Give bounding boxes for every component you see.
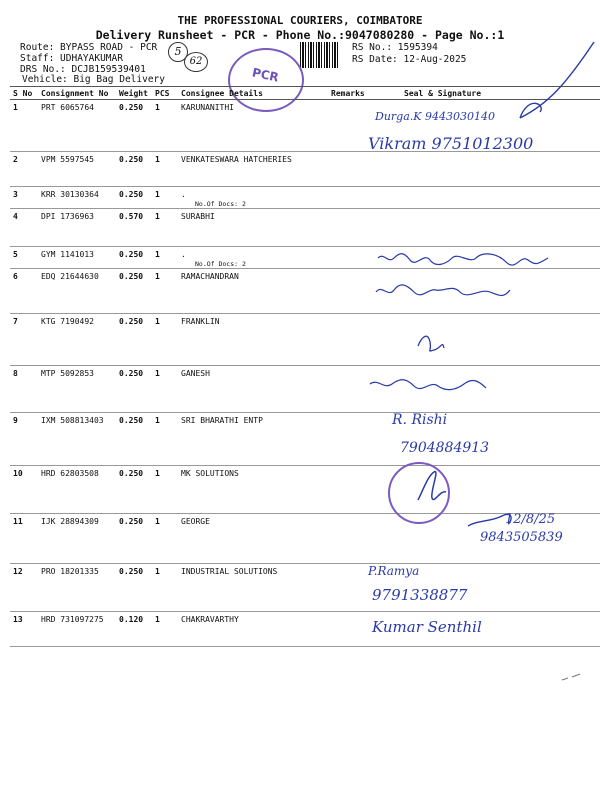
- row-weight-text: 0.250: [119, 517, 144, 526]
- row-consignee-text: .: [181, 250, 186, 259]
- row-sno-text: 5: [13, 250, 18, 259]
- row-consignment-text: IJK 28894309: [41, 517, 99, 526]
- col-weight: Weight: [116, 87, 152, 100]
- row-consignee-text: RAMACHANDRAN: [181, 272, 239, 281]
- docs-count: No.Of Docs: 2: [195, 200, 246, 208]
- col-consignee: Consignee Details: [178, 87, 328, 100]
- row-consignment-text: GYM 1141013: [41, 250, 94, 259]
- scribble-top-right: [520, 42, 594, 118]
- row-pcs-text: 1: [155, 615, 160, 624]
- row-pcs-text: 1: [155, 103, 160, 112]
- row-pcs-text: 1: [155, 369, 160, 378]
- docs-count: No.Of Docs: 2: [195, 260, 246, 268]
- row-consignee-text: .: [181, 190, 186, 199]
- scribble-row-10: [418, 472, 446, 500]
- row-consignee-text: INDUSTRIAL SOLUTIONS: [181, 567, 278, 576]
- col-sno: S No: [10, 87, 38, 100]
- vehicle-label: Vehicle: Big Bag Delivery: [22, 74, 165, 85]
- row-pcs-text: 1: [155, 250, 160, 259]
- circled-number-left: 5: [168, 42, 188, 62]
- row-consignee-text: FRANKLIN: [181, 317, 220, 326]
- row-sno-text: 3: [13, 190, 18, 199]
- stamp-text: PCR: [250, 65, 281, 85]
- row-weight-text: 0.250: [119, 155, 144, 164]
- row-consignee-text: GEORGE: [181, 517, 210, 526]
- row-sno-text: 2: [13, 155, 18, 164]
- runsheet-title: Delivery Runsheet - PCR - Phone No.:9047080280 - Page No.:1: [95, 28, 505, 42]
- row-pcs-text: 1: [155, 567, 160, 576]
- row-weight-text: 0.570: [119, 212, 144, 221]
- row-weight-text: 0.250: [119, 250, 144, 259]
- signature-4: 7904884913: [400, 440, 490, 456]
- row-consignment-text: DPI 1736963: [41, 212, 94, 221]
- rs-date: RS Date: 12-Aug-2025: [352, 54, 467, 65]
- row-consignment-text: HRD 731097275: [41, 615, 104, 624]
- route-label: Route: BYPASS ROAD - PCR: [20, 42, 158, 53]
- row-pcs-text: 1: [155, 416, 160, 425]
- row-weight-text: 0.250: [119, 103, 144, 112]
- row-consignee-text: KARUNANITHI: [181, 103, 234, 112]
- row-sno-text: 11: [13, 517, 23, 526]
- row-weight-text: 0.250: [119, 317, 144, 326]
- row-sno-text: 7: [13, 317, 18, 326]
- row-pcs-text: 1: [155, 317, 160, 326]
- scribble-row-11: [468, 514, 511, 526]
- scribble-row-6a: [378, 254, 548, 265]
- row-weight-text: 0.250: [119, 190, 144, 199]
- row-sno-text: 10: [13, 469, 23, 478]
- row-consignee-text: SRI BHARATHI ENTP: [181, 416, 263, 425]
- row-consignment-text: EDQ 21644630: [41, 272, 99, 281]
- row-weight-text: 0.120: [119, 615, 144, 624]
- rs-number: RS No.: 1595394: [352, 42, 438, 53]
- company-title: THE PROFESSIONAL COURIERS, COIMBATORE: [177, 14, 423, 27]
- row-consignment-text: KRR 30130364: [41, 190, 99, 199]
- scribble-row-8: [370, 380, 486, 390]
- signature-2: Vikram 9751012300: [368, 134, 534, 153]
- signature-3: R. Rishi: [392, 412, 448, 428]
- row-consignment-text: HRD 62803508: [41, 469, 99, 478]
- row-consignee-text: GANESH: [181, 369, 210, 378]
- row-sno-text: 6: [13, 272, 18, 281]
- row-consignment-text: PRT 6065764: [41, 103, 94, 112]
- row-consignment-text: KTG 7190492: [41, 317, 94, 326]
- row-consignment-text: MTP 5092853: [41, 369, 94, 378]
- row-weight-text: 0.250: [119, 272, 144, 281]
- row-consignment-text: PRO 18201335: [41, 567, 99, 576]
- row-sno-text: 9: [13, 416, 18, 425]
- col-signature: Seal & Signature: [380, 87, 600, 100]
- signature-6: 9843505839: [480, 530, 563, 545]
- row-pcs-text: 1: [155, 212, 160, 221]
- staff-label: Staff: UDHAYAKUMAR: [20, 53, 123, 64]
- scribble-row-7: [418, 336, 444, 351]
- signature-8: 9791338877: [372, 586, 468, 604]
- row-sno-text: 13: [13, 615, 23, 624]
- row-sno-text: 4: [13, 212, 18, 221]
- signature-9: Kumar Senthil: [372, 618, 482, 636]
- row-pcs-text: 1: [155, 469, 160, 478]
- row-pcs-text: 1: [155, 517, 160, 526]
- drs-number: DRS No.: DCJB159539401: [20, 64, 146, 75]
- col-consignment: Consignment No: [38, 87, 116, 100]
- signature-7: P.Ramya: [368, 564, 420, 578]
- signature-5: 12/8/25: [505, 512, 556, 527]
- row-sno-text: 1: [13, 103, 18, 112]
- row-pcs-text: 1: [155, 190, 160, 199]
- row-consignee-text: CHAKRAVARTHY: [181, 615, 239, 624]
- row-consignee-text: MK SOLUTIONS: [181, 469, 239, 478]
- circled-number-right: 62: [184, 52, 208, 72]
- row-sno-text: 8: [13, 369, 18, 378]
- row-consignment-text: IXM 508813403: [41, 416, 104, 425]
- row-weight-text: 0.250: [119, 469, 144, 478]
- row-sno-text: 12: [13, 567, 23, 576]
- row-consignee-text: SURABHI: [181, 212, 215, 221]
- row-consignee-text: VENKATESWARA HATCHERIES: [181, 155, 292, 164]
- row-pcs-text: 1: [155, 155, 160, 164]
- col-pcs: PCS: [152, 87, 178, 100]
- col-remarks: Remarks: [328, 87, 380, 100]
- row-consignment-text: VPM 5597545: [41, 155, 94, 164]
- row-weight-text: 0.250: [119, 567, 144, 576]
- row-pcs-text: 1: [155, 272, 160, 281]
- scribble-bottom-mark: [562, 674, 580, 680]
- row-weight-text: 0.250: [119, 416, 144, 425]
- row-weight-text: 0.250: [119, 369, 144, 378]
- signature-1: Durga.K 9443030140: [375, 110, 495, 123]
- scribble-row-6b: [376, 285, 510, 296]
